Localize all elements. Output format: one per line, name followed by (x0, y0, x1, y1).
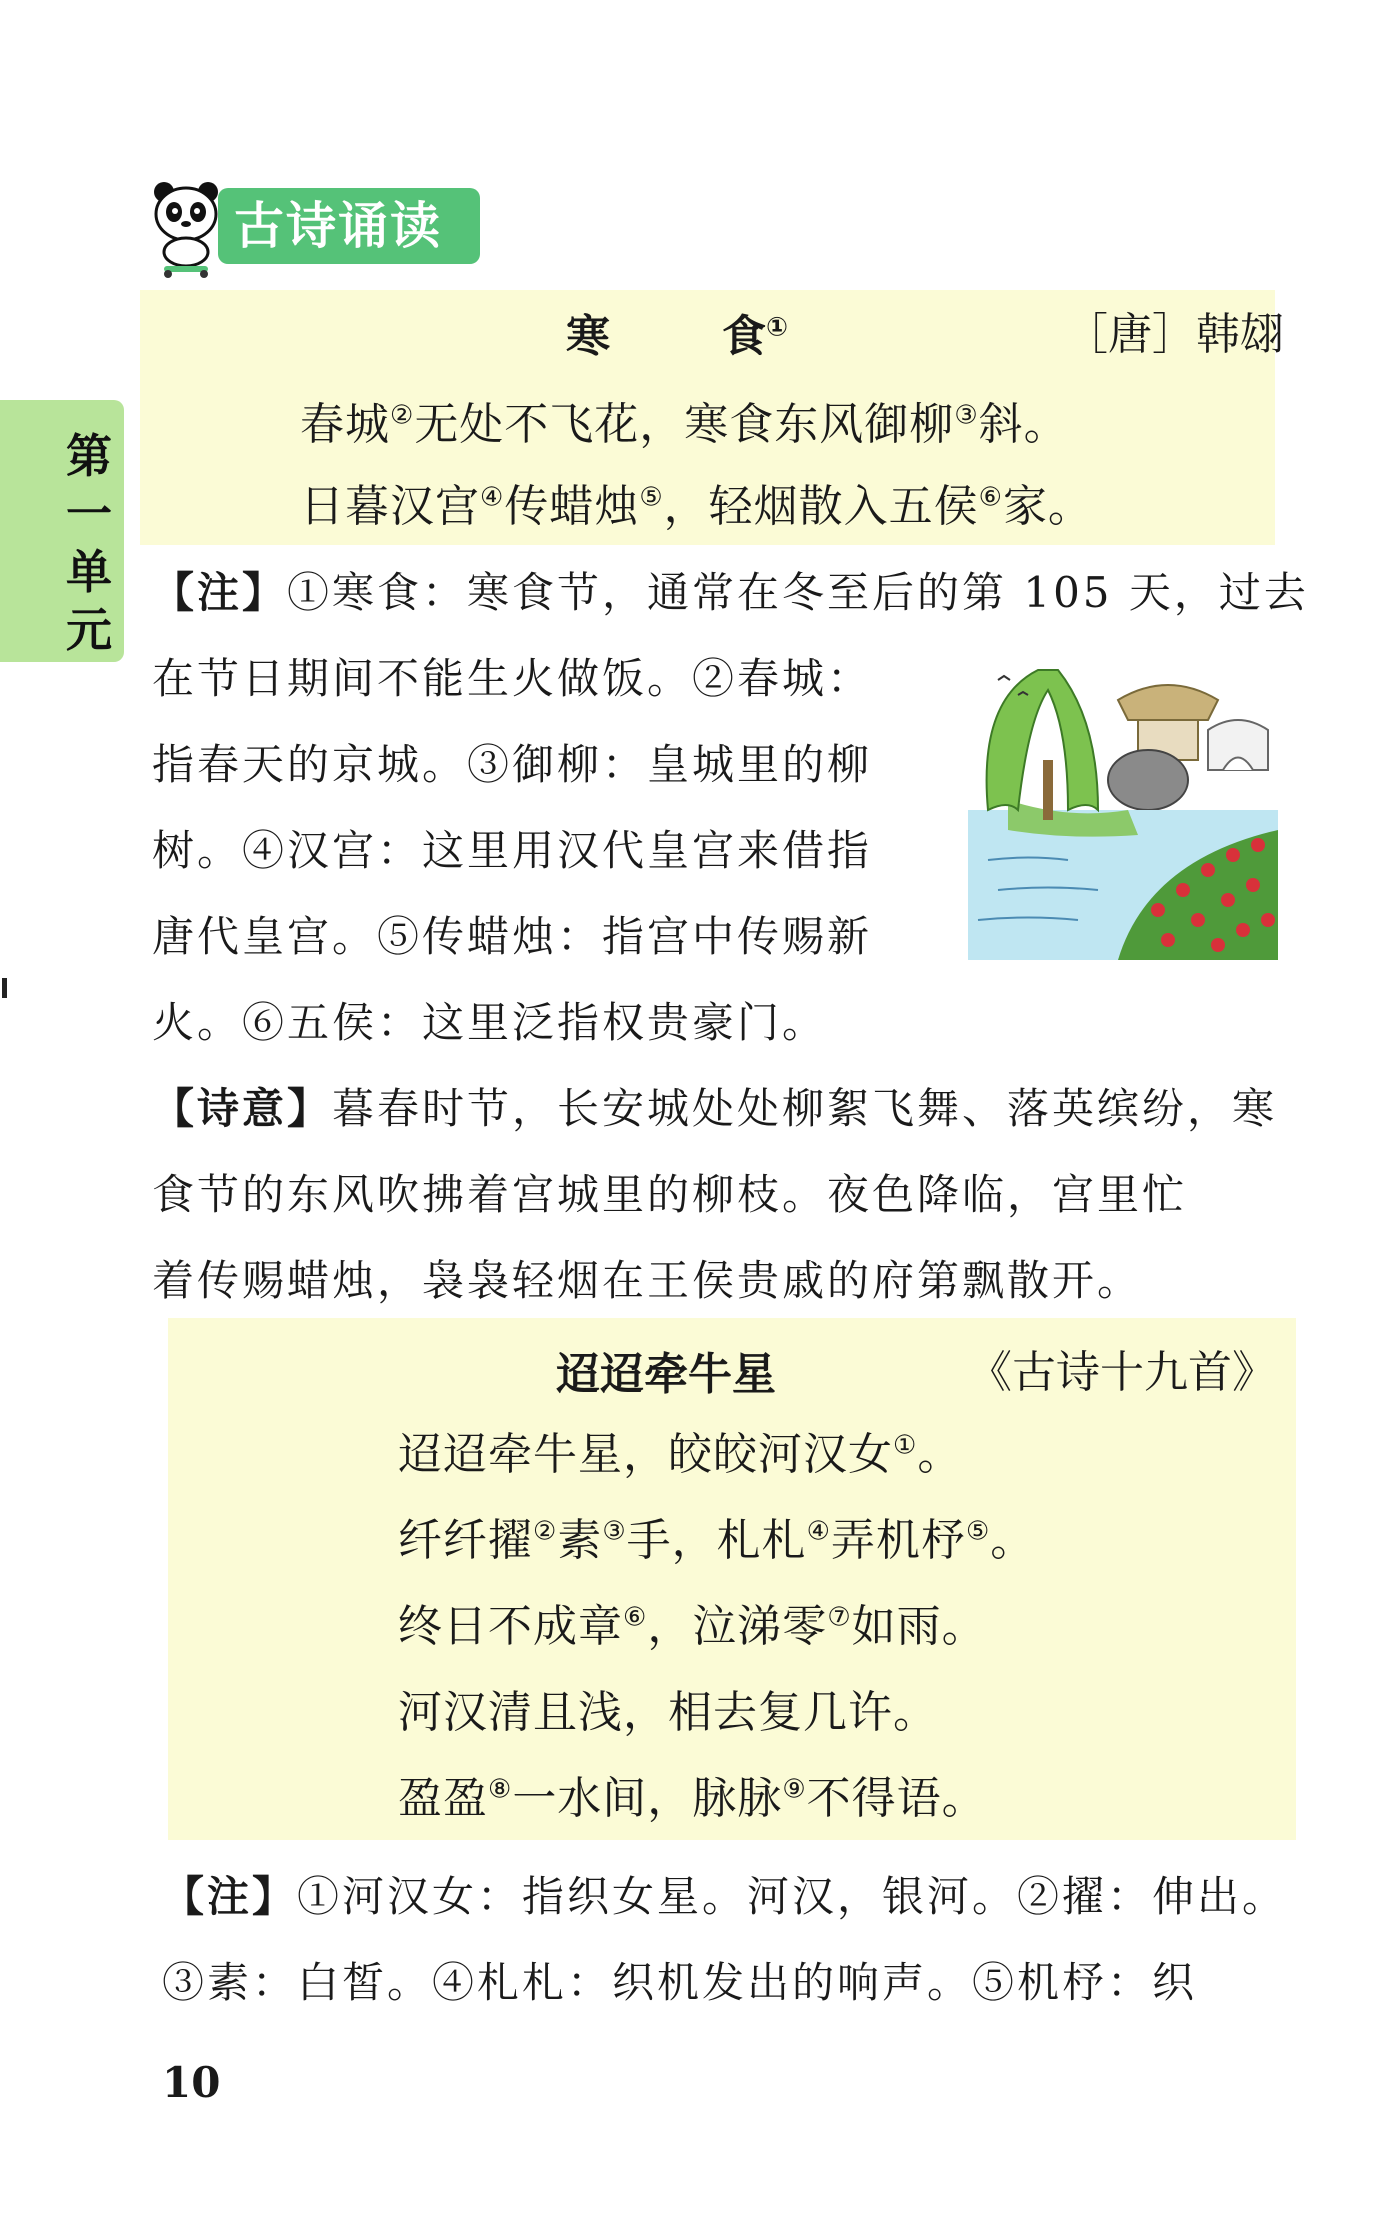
poem2-line-5: 盈盈⑧一水间，脉脉⑨不得语。 (398, 1773, 987, 1824)
notes2-label: 【注】 (162, 1872, 298, 1921)
poem1-line-2: 日暮汉宫④传蜡烛⑤，轻烟散入五侯⑥家。 (300, 481, 1093, 532)
notes2-line: ③素：白皙。④札札：织机发出的响声。⑤机杼：织 (162, 1958, 1198, 2007)
poem1-title-char-2: 食① (722, 311, 789, 362)
panda-mascot-icon (146, 178, 226, 278)
notes2-line: 【注】①河汉女：指织女星。河汉，银河。②擢：伸出。 (162, 1872, 1288, 1921)
meaning1-line: 着传赐蜡烛，袅袅轻烟在王侯贵戚的府第飘散开。 (152, 1256, 1143, 1305)
notes1-line: 在节日期间不能生火做饭。②春城： (152, 654, 873, 703)
notes1-line: 树。④汉宫：这里用汉代皇宫来借指 (152, 826, 873, 875)
meaning1-line: 食节的东风吹拂着宫城里的柳枝。夜色降临，宫里忙 (152, 1170, 1188, 1219)
poem2-line-2: 纤纤擢②素③手，札札④弄机杼⑤。 (398, 1515, 1036, 1566)
poem1-title-char-1: 寒 (566, 311, 610, 362)
poem1-author: ［唐］韩翃 (1064, 309, 1284, 360)
poem2-title: 迢迢牵牛星 (556, 1349, 776, 1400)
poem2-source: 《古诗十九首》 (968, 1347, 1276, 1398)
poem2-line-3: 终日不成章⑥，泣涕零⑦如雨。 (398, 1601, 987, 1652)
notes1-line: 指春天的京城。③御柳：皇城里的柳 (152, 740, 873, 789)
notes1-line: 【注】①寒食：寒食节，通常在冬至后的第 105 天，过去 (152, 568, 1309, 617)
poem2-line-4: 河汉清且浅，相去复几许。 (398, 1687, 938, 1738)
unit-tab-char: 第 (66, 429, 112, 483)
notes1-line: 唐代皇宫。⑤传蜡烛：指宫中传赐新 (152, 912, 873, 961)
margin-mark (2, 978, 7, 998)
meaning1-line: 【诗意】暮春时节，长安城处处柳絮飞舞、落英缤纷，寒 (152, 1084, 1278, 1133)
notes1-line: 火。⑥五侯：这里泛指权贵豪门。 (152, 998, 828, 1047)
unit-tab-char: 单 (66, 545, 112, 599)
landscape-illustration (968, 660, 1278, 960)
page-number: 10 (162, 2058, 221, 2107)
section-title: 古诗诵读 (234, 197, 442, 255)
notes1-label: 【注】 (152, 568, 288, 617)
poem2-line-1: 迢迢牵牛星，皎皎河汉女①。 (398, 1429, 963, 1480)
unit-tab-char: 一 (66, 487, 112, 541)
unit-tab-char: 元 (66, 603, 112, 657)
poem1-line-1: 春城②无处不飞花，寒食东风御柳③斜。 (300, 399, 1069, 450)
meaning1-label: 【诗意】 (152, 1084, 333, 1133)
